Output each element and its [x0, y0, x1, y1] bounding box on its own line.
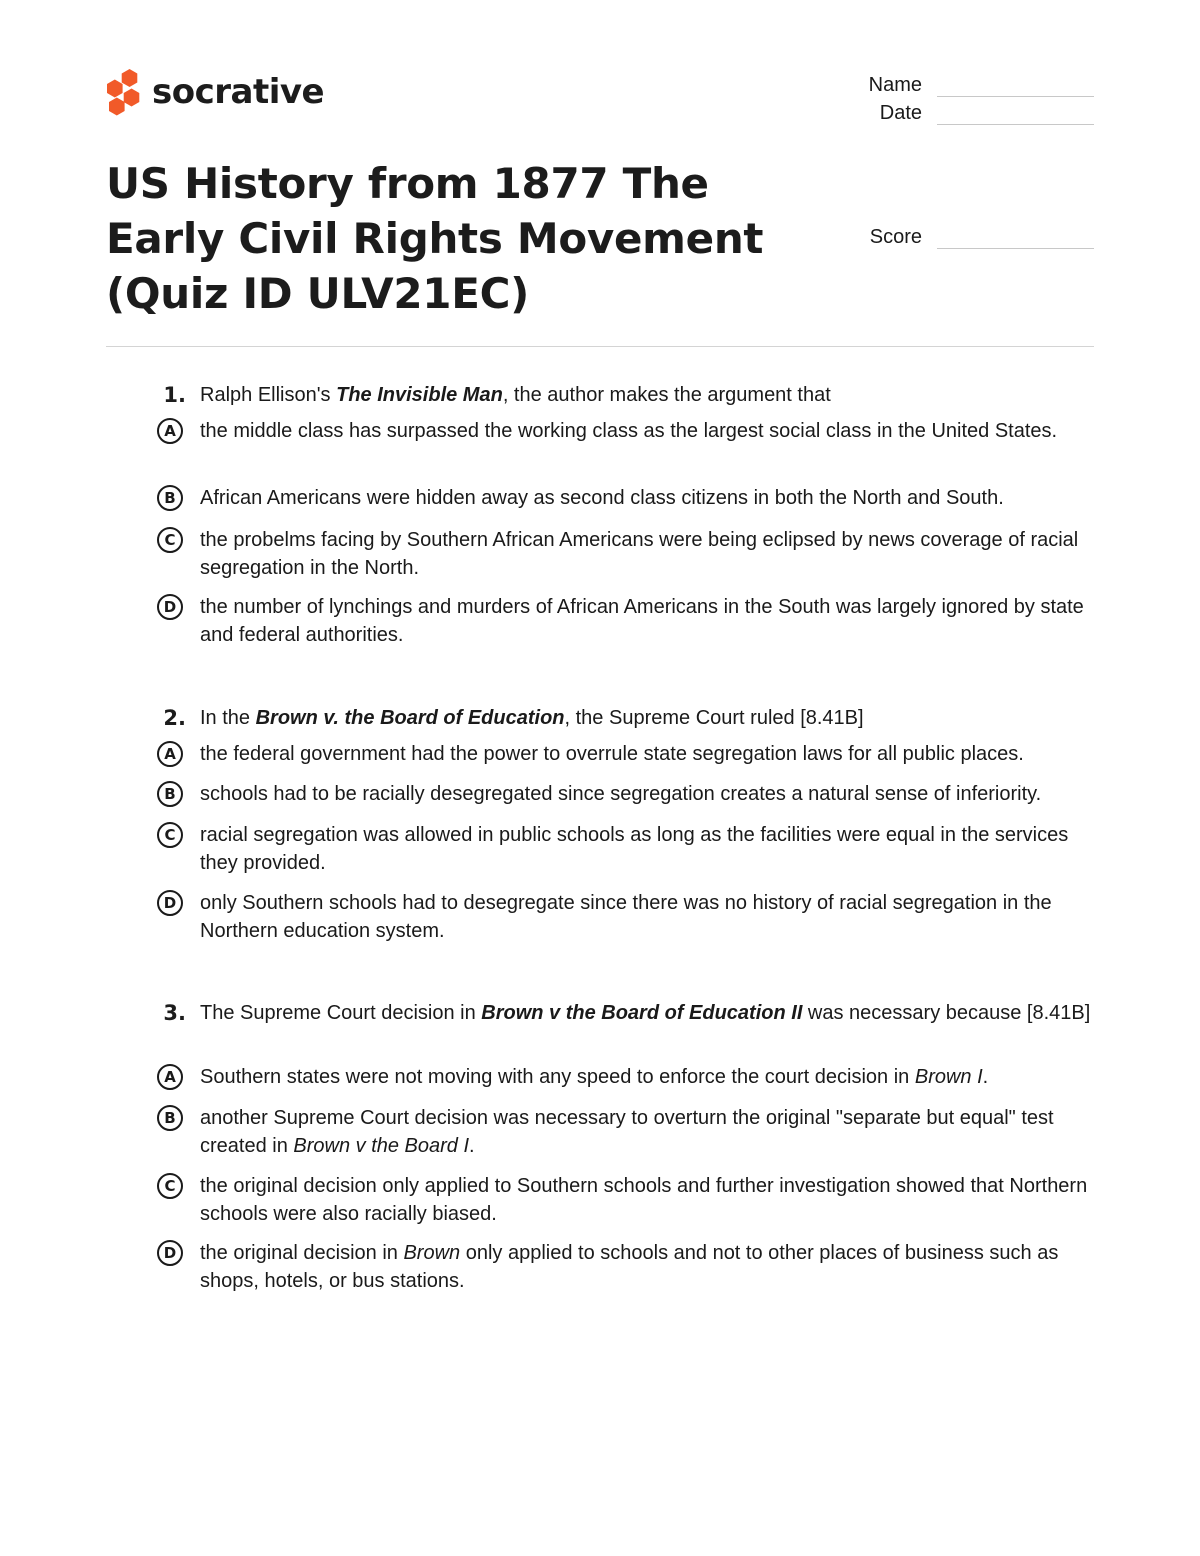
socrative-hexagon-icon [105, 68, 143, 116]
option-text: African Americans were hidden away as second class citizens in both the North and South. [200, 487, 1004, 509]
question-text-part: , the author makes the argument that [502, 384, 831, 406]
socrative-logo [105, 68, 324, 116]
question-text-emphasis: Brown v the Board of Education II [481, 1002, 803, 1024]
option-text [200, 1239, 1095, 1295]
date-field [840, 102, 1094, 130]
date-label: Date [879, 102, 922, 124]
option-bubble[interactable]: D [157, 594, 183, 620]
header-divider [106, 346, 1094, 347]
option-text: schools had to be racially desegregated since segregation creates a natural sense of inferiority. [200, 783, 1042, 805]
option-bubble[interactable]: C [157, 527, 183, 553]
option-text-italic: Brown I [914, 1066, 983, 1088]
option-text-italic: Brown [403, 1242, 461, 1264]
option-text-part: the original decision in [200, 1242, 404, 1264]
question-text-part: was necessary because [8.41B] [802, 1002, 1091, 1024]
option-text [200, 1104, 1095, 1160]
option-text: the probelms facing by Southern African Americans were being eclipsed by news coverage of racial segregation in the North. [200, 529, 1079, 579]
option-text: only Southern schools had to desegregate since there was no history of racial segregation in the Northern education system. [200, 892, 1052, 942]
option-bubble[interactable]: A [157, 741, 183, 767]
option-bubble[interactable]: D [157, 1240, 183, 1266]
option-bubble[interactable]: A [157, 1064, 183, 1090]
option-bubble[interactable]: B [157, 485, 183, 511]
question-text [200, 704, 1095, 732]
option-text: racial segregation was allowed in public schools as long as the facilities were equal in the services they provided. [200, 824, 1069, 874]
name-field [840, 74, 1094, 102]
question-text-part: The Supreme Court decision in [200, 1002, 482, 1024]
option-text [200, 1063, 1095, 1091]
question-text [200, 999, 1095, 1027]
quiz-title: US History from 1877 The Early Civil Rights Movement (Quiz ID ULV21EC) [106, 159, 764, 318]
option-text-part: . [982, 1066, 989, 1088]
option-text: the original decision only applied to Southern schools and further investigation showed that Northern schools were also racially biased. [200, 1175, 1088, 1225]
score-line [937, 248, 1094, 249]
option-text-part: another Supreme Court decision was necessary to overturn the original "separate but equal" test created in [200, 1107, 1054, 1157]
option-text-part: . [469, 1135, 475, 1157]
option-bubble[interactable]: B [157, 1105, 183, 1131]
question-text-emphasis: Brown v. the Board of Education [255, 707, 565, 729]
score-field [840, 226, 1094, 254]
brand-name: socrative [152, 72, 325, 112]
name-label: Name [868, 74, 922, 96]
question-text-emphasis: The Invisible Man [336, 384, 503, 406]
option-text-italic: Brown v the Board I [293, 1135, 470, 1157]
question-number: 3. [163, 1001, 186, 1025]
option-text-part: Southern states were not moving with any speed to enforce the court decision in [200, 1066, 915, 1088]
option-text: the federal government had the power to overrule state segregation laws for all public places. [200, 743, 1024, 765]
question-number: 2. [163, 706, 186, 730]
question-text-part: Ralph Ellison's [200, 384, 337, 406]
option-bubble[interactable]: C [157, 1173, 183, 1199]
option-bubble[interactable]: C [157, 822, 183, 848]
option-text: the number of lynchings and murders of African Americans in the South was largely ignored by state and federal authorities. [200, 596, 1084, 646]
question-text-part: In the [200, 707, 256, 729]
name-line [937, 96, 1094, 97]
question-text-part: , the Supreme Court ruled [8.41B] [564, 707, 864, 729]
question-number: 1. [163, 383, 186, 407]
option-text-part: only applied to schools and not to other places of business such as shops, hotels, or bus stations. [200, 1242, 1059, 1292]
score-label: Score [869, 226, 922, 248]
option-bubble[interactable]: A [157, 418, 183, 444]
option-bubble[interactable]: B [157, 781, 183, 807]
date-line [937, 124, 1094, 125]
option-bubble[interactable]: D [157, 890, 183, 916]
option-text: the middle class has surpassed the working class as the largest social class in the United States. [200, 420, 1058, 442]
question-text [200, 381, 1095, 409]
